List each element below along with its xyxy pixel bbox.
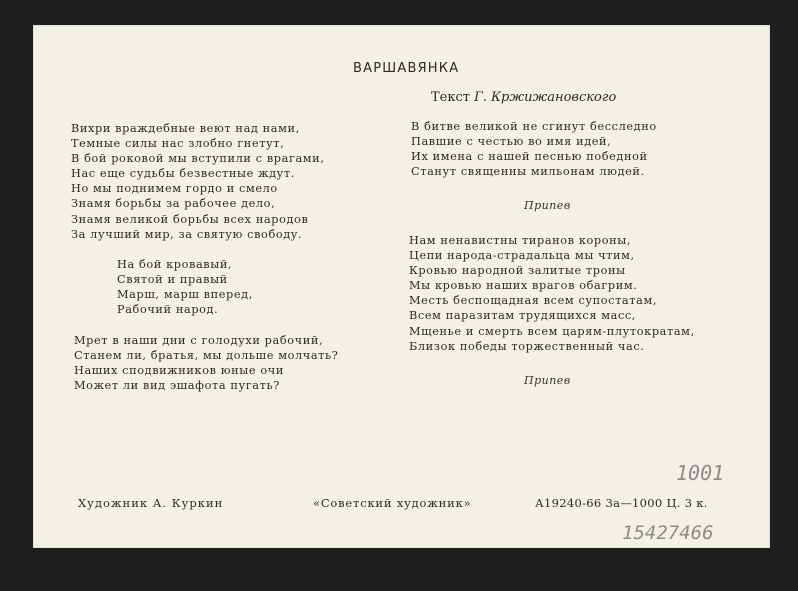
verse-line: Нам ненавистны тиранов короны,: [409, 234, 632, 247]
right-stanza-2: [409, 233, 695, 354]
verse-line: Их имена с нашей песнью победной: [411, 150, 648, 164]
verse-line: В битве великой не сгинут бесследно: [411, 120, 657, 133]
verse-line: Темные силы нас злобно гнетут,: [71, 137, 285, 151]
chorus-label: Припев: [524, 374, 571, 387]
verse-line: Месть беспощадная всем супостатам,: [409, 294, 658, 308]
verse-line: Но мы поднимем гордо и смело: [71, 182, 278, 196]
author-name: Г. Кржижановского: [474, 90, 617, 105]
verse-line: Мщенье и смерть всем царям-плутократам,: [409, 324, 695, 338]
print-code: А19240-66 3а—1000 Ц. 3 к.: [535, 496, 708, 510]
verse-line: Мрет в наши дни с голодухи рабочий,: [74, 334, 324, 347]
postcard: [33, 25, 770, 548]
verse-line: Нас еще судьбы безвестные ждут.: [71, 167, 295, 181]
verse-line: Близок победы торжественный час.: [409, 339, 645, 353]
verse-line: Павшие с честью во имя идей,: [411, 135, 612, 149]
verse-line: В бой роковой мы вступили с врагами,: [71, 152, 325, 166]
publisher: «Советский художник»: [313, 496, 472, 510]
verse-line: Вихри враждебные веют над нами,: [71, 122, 300, 135]
lyrics-author: [431, 90, 616, 105]
verse-line: Может ли вид эшафота пугать?: [74, 379, 280, 393]
left-stanza-2: [74, 333, 338, 393]
chorus-line: На бой кровавый,: [117, 258, 233, 271]
chorus-label: Припев: [524, 199, 571, 212]
author-prefix: Текст: [431, 90, 470, 105]
verse-line: Наших сподвижников юные очи: [74, 364, 284, 378]
verse-line: Всем паразитам трудящихся масс,: [409, 309, 637, 323]
left-stanza-1: [71, 121, 325, 242]
verse-line: Знамя великой борьбы всех народов: [71, 212, 309, 226]
chorus-line: Рабочий народ.: [117, 303, 219, 317]
chorus-line: Святой и правый: [117, 273, 228, 287]
song-title: ВАРШАВЯНКА: [353, 61, 460, 76]
chorus-line: Марш, марш вперед,: [117, 288, 253, 302]
verse-line: Кровью народной залитые троны: [409, 264, 626, 278]
verse-line: Цепи народа-страдальца мы чтим,: [409, 249, 635, 263]
left-chorus: [117, 257, 253, 317]
verse-line: За лучший мир, за святую свободу.: [71, 227, 303, 241]
verse-line: Станут священны мильонам людей.: [411, 165, 645, 179]
artist-credit: Художник А. Куркин: [78, 496, 224, 510]
verse-line: Знамя борьбы за рабочее дело,: [71, 197, 276, 211]
verse-line: Станем ли, братья, мы дольше молчать?: [74, 349, 339, 363]
right-stanza-1: [411, 119, 657, 179]
handwritten-number-top: 1001: [676, 461, 725, 485]
verse-line: Мы кровью наших врагов обагрим.: [409, 279, 638, 293]
handwritten-number-bottom: 15427466: [622, 522, 714, 544]
